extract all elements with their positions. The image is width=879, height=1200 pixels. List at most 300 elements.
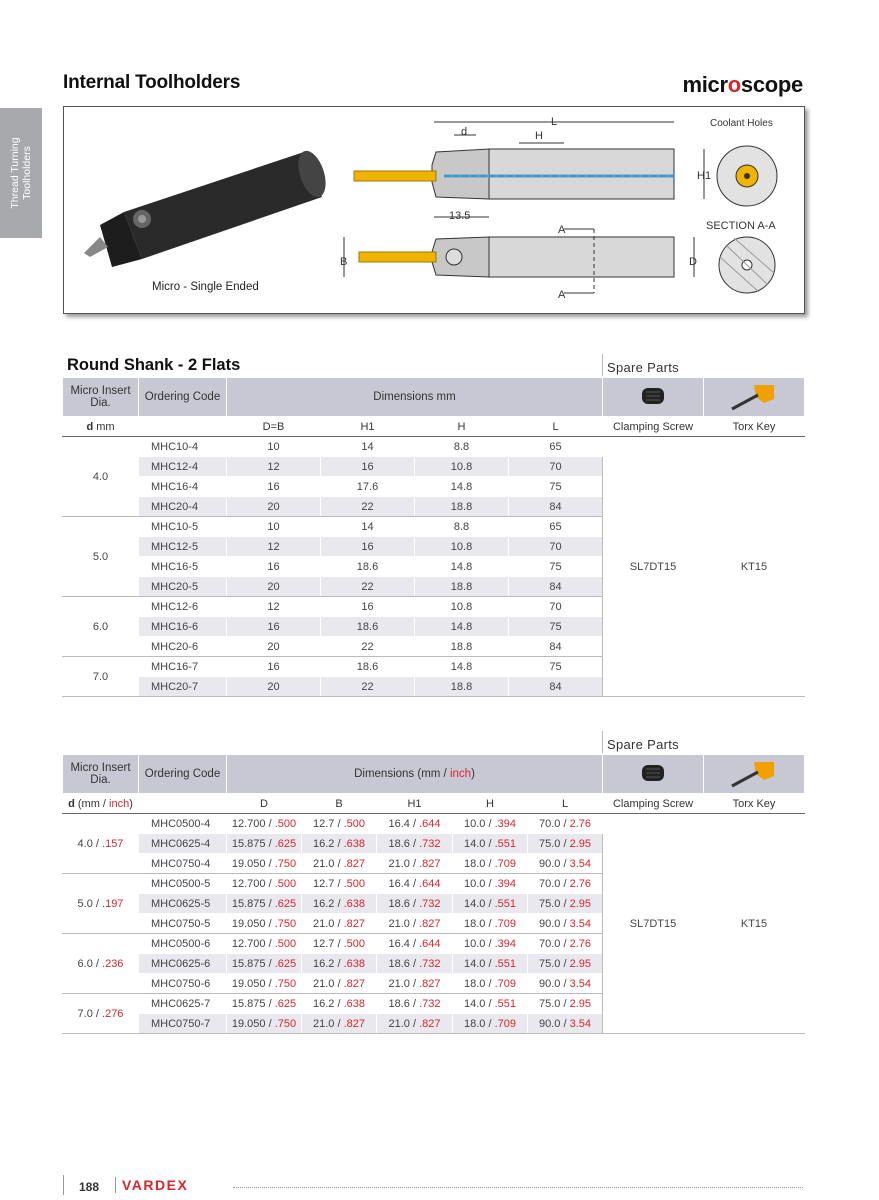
dimension-cell: 10.8 [415,597,509,617]
ordering-code-cell: MHC16-7 [139,657,227,677]
dimension-mm: 14.0 / [464,897,495,910]
dimension-mm: 12.7 / [313,937,344,950]
dimension-inch: .394 [494,937,516,950]
dimension-cell [528,954,603,974]
table2-sub-d-a: (mm / [74,797,110,810]
label-coolant-holes: Coolant Holes [710,118,773,129]
dimension-cell [302,854,377,874]
dimension-mm: 70.0 / [539,937,570,950]
dimension-inch: .625 [274,897,297,910]
dimension-mm: 21.0 / [313,917,344,930]
dimension-cell: 18.8 [415,577,509,597]
table1-sub-col3: H [415,417,509,437]
torx-key-icon [728,758,780,788]
ordering-code-cell: MHC20-4 [139,497,227,517]
insert-dia-cell [63,814,139,874]
dimension-inch: .500 [343,817,365,830]
table1-sub-col1: D=B [227,417,321,437]
dimension-cell: 14 [321,517,415,537]
table2-sub-col-H: H [453,794,528,814]
insert-dia-cell: 6.0 [63,597,139,657]
insert-dia-mm: 5.0 / [77,897,103,910]
dimension-mm: 14.0 / [464,837,495,850]
dimension-mm: 12.700 / [231,817,275,830]
dimension-inch: .827 [419,857,441,870]
dimension-cell [528,1014,603,1034]
dimension-cell: 16 [227,557,321,577]
dimension-inch: 3.54 [569,1017,591,1030]
label-section-a-a: SECTION A-A [706,220,776,232]
table1-sub-torx: Torx Key [704,417,805,437]
dimension-inch: .644 [419,817,441,830]
dimension-cell: 20 [227,497,321,517]
ordering-code-cell: MHC12-4 [139,457,227,477]
ordering-code-cell: MHC0625-7 [139,994,227,1014]
dimension-mm: 16.2 / [313,897,344,910]
table1-header-insert-dia: Micro Insert Dia. [63,378,139,417]
dimension-cell [528,994,603,1014]
table1 [62,377,805,697]
table2-header-insert-dia: Micro Insert Dia. [63,755,139,794]
clamping-screw-icon [638,384,668,408]
insert-dia-mm: 4.0 / [77,837,103,850]
table2-clamping-screw-image [603,755,704,794]
dimension-inch: .551 [494,957,516,970]
dimension-inch: .709 [494,1017,516,1030]
table1-sub-col2: H1 [321,417,415,437]
dimension-inch: .827 [419,917,441,930]
table2-sub-clamping: Clamping Screw [603,794,704,814]
dimension-mm: 21.0 / [388,917,420,930]
dimension-cell: 84 [509,577,603,597]
insert-dia-inch: .236 [102,957,124,970]
dimension-cell: 70 [509,597,603,617]
table1-header-dimensions: Dimensions mm [227,378,603,417]
dimension-inch: .827 [343,1017,365,1030]
table2-sub-d-b: inch [109,797,130,810]
dimension-mm: 12.7 / [313,877,344,890]
dimension-cell: 8.8 [415,437,509,457]
ordering-code-cell: MHC10-5 [139,517,227,537]
dimension-cell: 10.8 [415,457,509,477]
table1-subheader-row [63,417,805,437]
dimension-mm: 10.0 / [464,937,495,950]
dimension-inch: .638 [343,997,365,1010]
dimension-cell: 14.8 [415,477,509,497]
table-row [63,437,805,457]
dimension-mm: 90.0 / [539,1017,570,1030]
dimension-inch: .551 [494,897,516,910]
dimension-mm: 21.0 / [388,1017,420,1030]
table2-sub-d-c: ) [129,797,133,810]
dimension-mm: 16.4 / [388,877,420,890]
dimension-cell [227,954,302,974]
table1-title: Round Shank - 2 Flats [67,356,241,374]
side-tab-line1: Thread Turning [9,137,21,209]
dimension-cell: 22 [321,637,415,657]
dimension-cell: 18.6 [321,557,415,577]
dimension-mm: 75.0 / [539,837,570,850]
dimension-cell [227,834,302,854]
dimension-cell: 14.8 [415,657,509,677]
dimension-mm: 10.0 / [464,817,495,830]
dimension-cell [528,894,603,914]
dimension-mm: 18.0 / [464,917,495,930]
dimension-mm: 19.050 / [231,917,275,930]
insert-dia-mm: 7.0 / [77,1007,103,1020]
dimension-cell: 12 [227,457,321,477]
side-tab [0,108,42,238]
label-B: B [340,256,348,268]
top-view [354,122,704,217]
dimension-inch: .709 [494,917,516,930]
dimension-mm: 12.7 / [313,817,344,830]
table1-header-ordering-code: Ordering Code [139,378,227,417]
table1-sub-d-bold: d [86,420,94,433]
dimension-cell [528,914,603,934]
page-title: Internal Toolholders [63,72,241,93]
ordering-code-cell: MHC10-4 [139,437,227,457]
ordering-code-cell: MHC0625-4 [139,834,227,854]
dimension-inch: .500 [343,937,365,950]
table2-sub-d-bold: d [68,797,75,810]
ordering-code-cell: MHC12-6 [139,597,227,617]
dimension-cell [377,934,453,954]
dimension-inch: .827 [343,917,365,930]
dimension-cell [302,874,377,894]
dimension-cell [302,934,377,954]
dimension-mm: 21.0 / [388,977,420,990]
label-A-top: A [558,224,566,236]
dimension-cell [302,914,377,934]
dimension-mm: 16.2 / [313,957,344,970]
dimension-mm: 12.700 / [231,937,275,950]
dimension-inch: .500 [274,877,297,890]
table-row [63,814,805,834]
dimension-mm: 14.0 / [464,997,495,1010]
ordering-code-cell: MHC0750-6 [139,974,227,994]
dimension-cell: 8.8 [415,517,509,537]
dimension-inch: 2.76 [569,937,591,950]
vardex-logo: VARDEX [122,1177,189,1193]
ordering-code-cell: MHC12-5 [139,537,227,557]
table1-sub-d [63,417,139,437]
dimension-inch: .638 [343,957,365,970]
dimension-cell [528,874,603,894]
dimension-cell [453,954,528,974]
dimension-mm: 19.050 / [231,1017,275,1030]
brand-part2: o [727,72,741,97]
dimension-mm: 19.050 / [231,977,275,990]
dimension-mm: 16.2 / [313,997,344,1010]
insert-dia-inch: .197 [102,897,124,910]
dimension-cell [528,934,603,954]
dimension-cell [302,814,377,834]
dimension-cell [377,914,453,934]
dimension-mm: 90.0 / [539,977,570,990]
dimension-cell [227,814,302,834]
dimension-cell [453,934,528,954]
dimension-cell [227,894,302,914]
dimension-mm: 15.875 / [231,837,275,850]
dimension-mm: 18.0 / [464,857,495,870]
label-D: D [689,256,697,268]
dimension-mm: 21.0 / [313,857,344,870]
dimension-inch: 2.95 [569,957,591,970]
table2-spare-title: Spare Parts [607,737,679,752]
dimension-inch: .625 [274,957,297,970]
label-13-5: 13.5 [449,210,471,222]
insert-dia-cell [63,874,139,934]
dimension-cell: 22 [321,577,415,597]
dimension-inch: .750 [274,857,297,870]
dimension-mm: 18.6 / [388,957,420,970]
dimension-mm: 15.875 / [231,897,275,910]
dimension-cell: 70 [509,537,603,557]
label-A-bottom: A [558,289,566,301]
table2-header-row [63,755,805,794]
dimension-inch: .394 [494,877,516,890]
dimension-mm: 21.0 / [388,857,420,870]
dimension-mm: 75.0 / [539,957,570,970]
footer-bar [63,1175,64,1195]
dimension-cell: 18.6 [321,657,415,677]
dimension-cell [227,874,302,894]
dimension-cell: 16 [227,477,321,497]
dimension-cell [528,974,603,994]
figure-caption: Micro - Single Ended [152,281,259,293]
dimension-cell [453,834,528,854]
footer-line [233,1187,803,1188]
dimension-inch: 3.54 [569,977,591,990]
dimension-cell: 75 [509,617,603,637]
insert-dia-cell [63,994,139,1034]
table1-torx-key-image [704,378,805,417]
dimension-inch: .644 [419,877,441,890]
table1-header-row [63,378,805,417]
dimension-inch: .625 [274,837,297,850]
dimension-inch: .732 [419,897,441,910]
dimension-cell: 16 [321,597,415,617]
table2-sub-col-L: L [528,794,603,814]
dimension-inch: .827 [343,977,365,990]
dimension-cell: 14 [321,437,415,457]
section-a-a-view [719,237,775,293]
insert-dia-cell: 4.0 [63,437,139,517]
clamping-screw-cell: SL7DT15 [603,814,704,1034]
dimension-cell [453,914,528,934]
dimension-cell: 16 [321,537,415,557]
dimension-inch: .827 [419,1017,441,1030]
dimension-inch: .500 [274,817,297,830]
dimension-cell: 75 [509,477,603,497]
table2-header-dimensions [227,755,603,794]
dimension-mm: 10.0 / [464,877,495,890]
torx-key-icon [728,381,780,411]
side-view [344,229,694,293]
dimension-inch: .644 [419,937,441,950]
dimension-mm: 14.0 / [464,957,495,970]
dimension-cell [453,854,528,874]
dimension-cell [528,834,603,854]
label-H1: H1 [697,170,712,182]
dimension-mm: 70.0 / [539,877,570,890]
dimension-mm: 75.0 / [539,897,570,910]
tool-photo [84,147,331,267]
dimension-inch: 2.95 [569,897,591,910]
dimension-cell [453,874,528,894]
brand-logo [682,72,803,98]
table1-sub-col4: L [509,417,603,437]
dimension-inch: .551 [494,837,516,850]
dimension-mm: 18.6 / [388,897,420,910]
dimension-inch: 3.54 [569,857,591,870]
table2-sub-col-D: D [227,794,302,814]
dimension-cell [302,974,377,994]
toolholder-drawing [64,107,804,313]
insert-dia-cell: 5.0 [63,517,139,597]
ordering-code-cell: MHC0500-4 [139,814,227,834]
dimension-mm: 75.0 / [539,997,570,1010]
insert-dia-cell: 7.0 [63,657,139,697]
insert-dia-inch: .276 [102,1007,124,1020]
page-number: 188 [79,1180,100,1194]
ordering-code-cell: MHC0625-6 [139,954,227,974]
dimension-mm: 70.0 / [539,817,570,830]
dimension-mm: 16.4 / [388,937,420,950]
clamping-screw-cell: SL7DT15 [603,437,704,697]
dimension-cell [377,834,453,854]
dimension-inch: .750 [274,1017,297,1030]
dimension-cell: 16 [321,457,415,477]
table2-header-dim-a: Dimensions (mm / [354,768,450,780]
ordering-code-cell: MHC0750-5 [139,914,227,934]
footer-bar2 [115,1177,116,1193]
dimension-cell: 17.6 [321,477,415,497]
toolholder-figure [63,106,805,314]
table2-sub-empty [139,794,227,814]
dimension-cell [453,974,528,994]
torx-key-cell: KT15 [704,437,805,697]
label-d: d [461,126,468,138]
ordering-code-cell: MHC16-6 [139,617,227,637]
dimension-cell [377,854,453,874]
dimension-inch: .750 [274,917,297,930]
dimension-cell [453,1014,528,1034]
table2-subheader-row [63,794,805,814]
dimension-inch: 2.95 [569,837,591,850]
table2-sub-torx: Torx Key [704,794,805,814]
dimension-cell: 65 [509,437,603,457]
dimension-inch: .732 [419,997,441,1010]
ordering-code-cell: MHC0500-5 [139,874,227,894]
dimension-inch: 2.76 [569,817,591,830]
torx-key-cell: KT15 [704,814,805,1034]
dimension-cell: 20 [227,637,321,657]
dimension-mm: 18.6 / [388,997,420,1010]
dimension-cell [453,814,528,834]
dimension-inch: .500 [274,937,297,950]
dimension-cell [377,894,453,914]
dimension-cell [302,954,377,974]
dimension-inch: .827 [419,977,441,990]
dimension-mm: 16.4 / [388,817,420,830]
dimension-cell [377,974,453,994]
dimension-cell: 75 [509,557,603,577]
ordering-code-cell: MHC16-5 [139,557,227,577]
dimension-cell: 14.8 [415,557,509,577]
dimension-cell [528,814,603,834]
insert-dia-inch: .157 [102,837,124,850]
label-L: L [551,116,558,128]
dimension-cell: 14.8 [415,617,509,637]
ordering-code-cell: MHC20-5 [139,577,227,597]
insert-dia-mm: 6.0 / [77,957,103,970]
dimension-cell [227,914,302,934]
dimension-inch: .638 [343,837,365,850]
dimension-cell: 75 [509,657,603,677]
dimension-cell [377,1014,453,1034]
table1-sub-d-unit: mm [93,420,115,433]
dimension-cell: 84 [509,497,603,517]
dimension-cell: 70 [509,457,603,477]
dimension-inch: .551 [494,997,516,1010]
dimension-cell: 22 [321,677,415,697]
dimension-cell: 20 [227,577,321,597]
dimension-mm: 16.2 / [313,837,344,850]
table2-sub-d [63,794,139,814]
dimension-cell [377,954,453,974]
dimension-cell [302,1014,377,1034]
table2-header-ordering-code: Ordering Code [139,755,227,794]
dimension-cell: 18.8 [415,497,509,517]
dimension-inch: .625 [274,997,297,1010]
dimension-mm: 18.6 / [388,837,420,850]
dimension-cell [453,894,528,914]
dimension-mm: 18.0 / [464,1017,495,1030]
dimension-cell: 84 [509,677,603,697]
table1-sub-empty [139,417,227,437]
table1-spare-title: Spare Parts [607,360,679,375]
dimension-cell: 10.8 [415,537,509,557]
dimension-mm: 90.0 / [539,857,570,870]
dimension-cell: 22 [321,497,415,517]
dimension-inch: .500 [343,877,365,890]
dimension-cell [227,994,302,1014]
dimension-cell [302,834,377,854]
dimension-inch: .732 [419,957,441,970]
dimension-cell: 16 [227,657,321,677]
dimension-mm: 21.0 / [313,977,344,990]
brand-part3: scope [740,72,803,97]
dimension-inch: .732 [419,837,441,850]
dimension-inch: .394 [494,817,516,830]
dimension-cell [227,934,302,954]
clamping-screw-icon [638,761,668,785]
table2-torx-key-image [704,755,805,794]
dimension-cell: 12 [227,537,321,557]
coolant-holes-view [717,146,777,206]
brand-part1: micr [682,72,728,97]
insert-dia-cell [63,934,139,994]
ordering-code-cell: MHC20-6 [139,637,227,657]
dimension-cell [227,974,302,994]
dimension-cell: 16 [227,617,321,637]
dimension-cell [227,854,302,874]
ordering-code-cell: MHC0625-5 [139,894,227,914]
dimension-cell [528,854,603,874]
dimension-cell: 18.8 [415,677,509,697]
